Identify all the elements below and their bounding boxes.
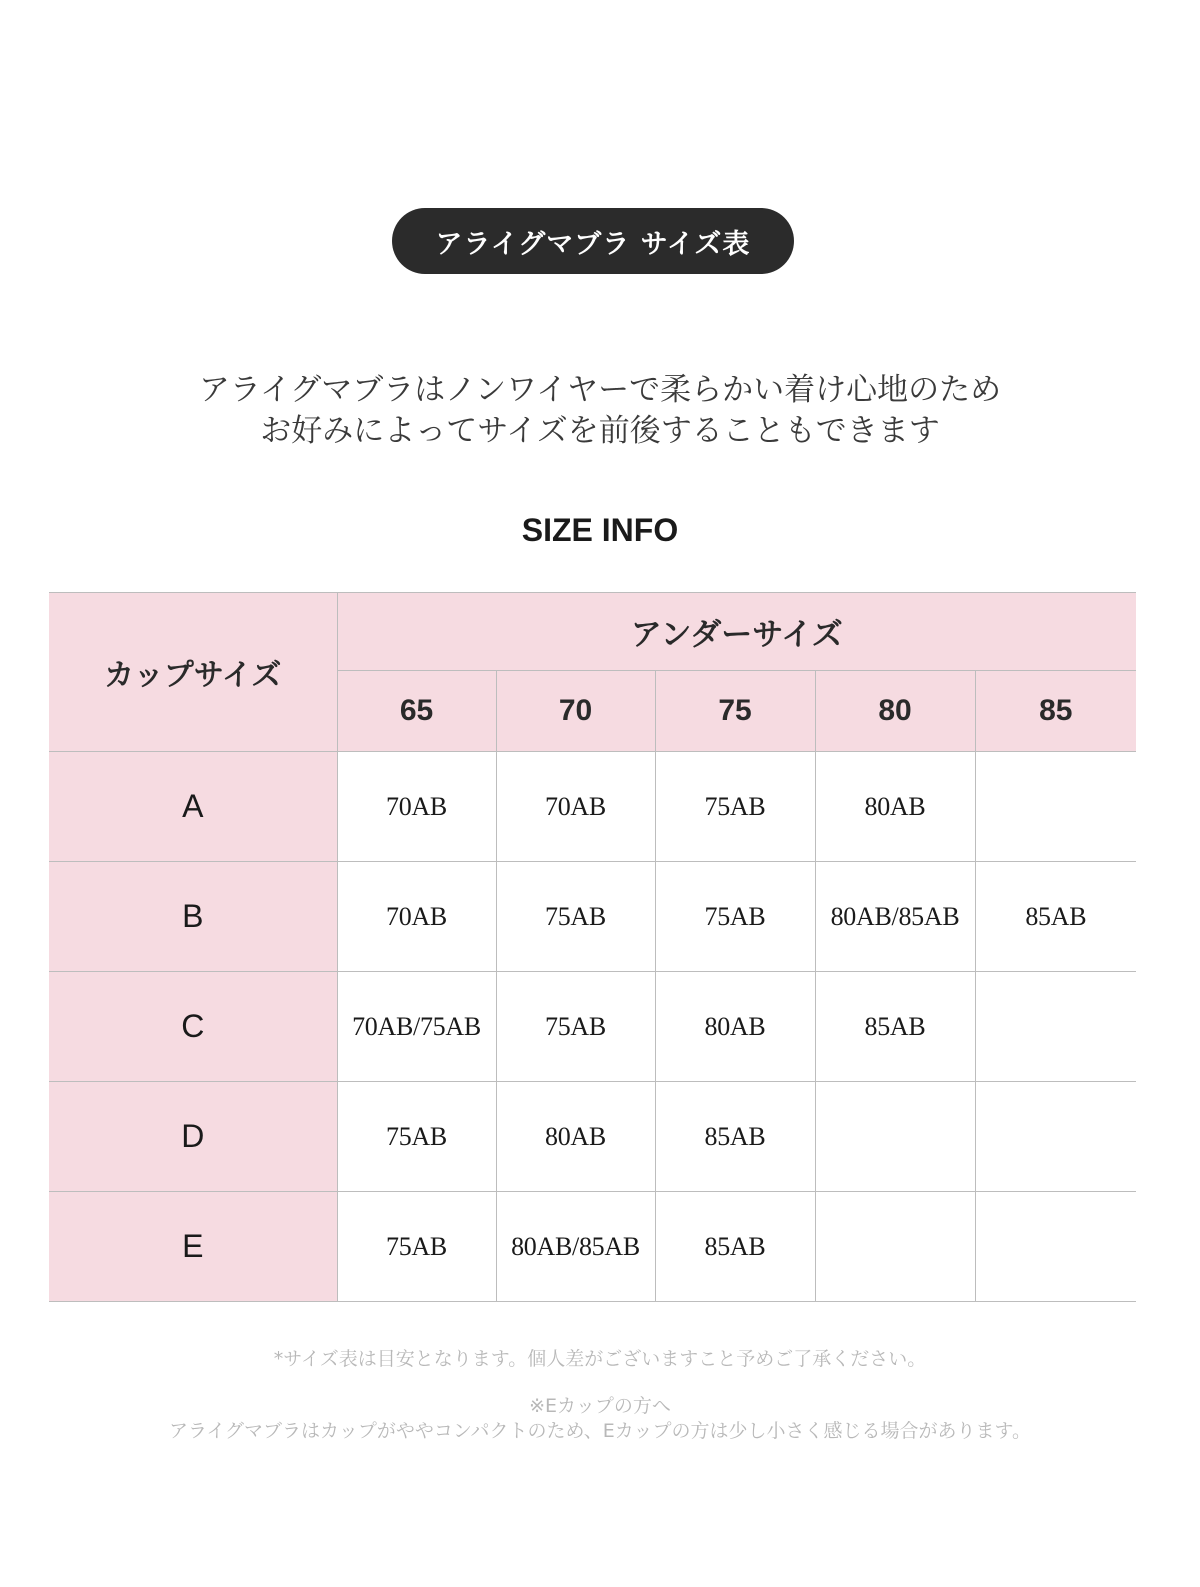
under-size-85: 85 (975, 671, 1136, 752)
table-cell: 80AB/85AB (496, 1192, 655, 1302)
table-cell: 85AB (655, 1082, 815, 1192)
table-cell: 70AB (337, 752, 496, 862)
table-cell (815, 1082, 975, 1192)
table-cell (815, 1192, 975, 1302)
under-size-75: 75 (655, 671, 815, 752)
table-cell: 85AB (655, 1192, 815, 1302)
table-cell: 80AB (815, 752, 975, 862)
table-cell: 80AB (655, 972, 815, 1082)
table-row-e (49, 1192, 1136, 1302)
title-pill (392, 208, 794, 274)
table-cell: 85AB (975, 862, 1136, 972)
table-cell: 70AB/75AB (337, 972, 496, 1082)
table-row-b (49, 862, 1136, 972)
under-size-80: 80 (815, 671, 975, 752)
table-cell: 80AB/85AB (815, 862, 975, 972)
table-cell: 70AB (337, 862, 496, 972)
table-cell: 85AB (815, 972, 975, 1082)
table-cell: 75AB (655, 752, 815, 862)
table-cell (975, 752, 1136, 862)
table-cell: 75AB (337, 1192, 496, 1302)
table-cell (975, 1082, 1136, 1192)
table-cell: 70AB (496, 752, 655, 862)
cup-size-header: カップサイズ (49, 593, 337, 752)
table-cell: 80AB (496, 1082, 655, 1192)
size-info-heading: SIZE INFO (521, 512, 679, 548)
intro-line-1: アライグマブラはノンワイヤーで柔らかい着け心地のため (198, 372, 1002, 408)
table-cell: 75AB (496, 972, 655, 1082)
disclaimer-text: *サイズ表は目安となります。個人差がございますこと予めご了承ください。 (273, 1348, 927, 1370)
header-row-under (49, 593, 1136, 671)
e-cup-note (0, 1394, 1200, 1444)
e-cup-note-title: ※Eカップの方へ (529, 1395, 671, 1417)
table-cell: 75AB (655, 862, 815, 972)
table-cell (975, 972, 1136, 1082)
table-cell (975, 1192, 1136, 1302)
table-cell: 75AB (496, 862, 655, 972)
cup-label-c: C (49, 972, 337, 1082)
under-size-header: アンダーサイズ (337, 593, 1136, 671)
intro-line-2: お好みによってサイズを前後することもできます (260, 413, 940, 449)
under-size-70: 70 (496, 671, 655, 752)
cup-label-b: B (49, 862, 337, 972)
size-table (49, 592, 1136, 1302)
table-row-c (49, 972, 1136, 1082)
under-size-65: 65 (337, 671, 496, 752)
disclaimer-note (0, 1347, 1200, 1372)
table-row-a (49, 752, 1136, 862)
table-row-d (49, 1082, 1136, 1192)
cup-label-d: D (49, 1082, 337, 1192)
title-pill-text: アライグマブラ サイズ表 (435, 228, 751, 260)
table-cell: 75AB (337, 1082, 496, 1192)
cup-label-e: E (49, 1192, 337, 1302)
intro-text (0, 370, 1200, 452)
cup-label-a: A (49, 752, 337, 862)
e-cup-note-text: アライグマブラはカップがややコンパクトのため、Eカップの方は少し小さく感じる場合があります。 (168, 1420, 1032, 1442)
